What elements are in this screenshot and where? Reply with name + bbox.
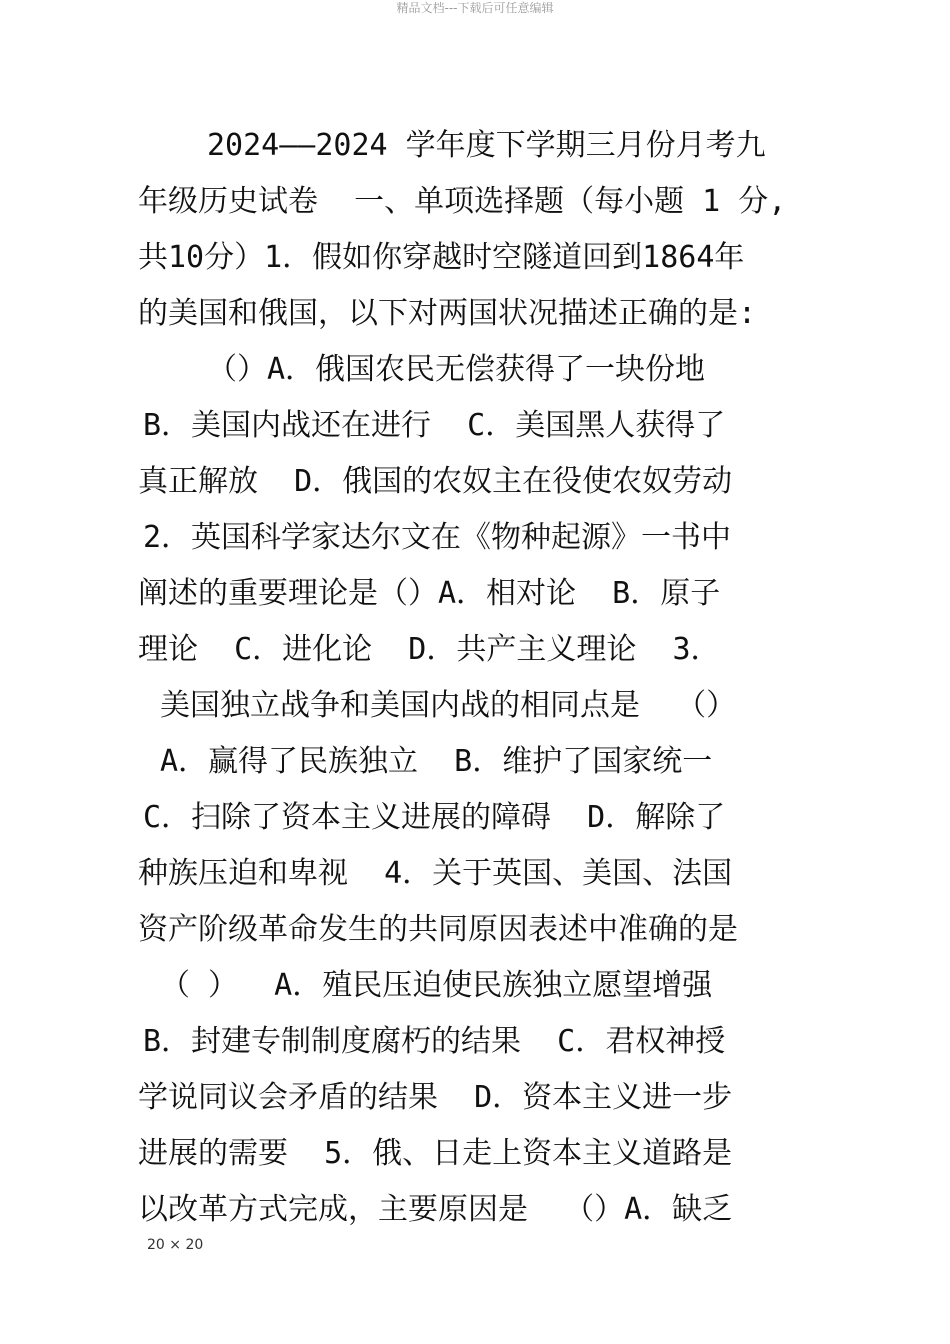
header-watermark-note: 精品文档---下载后可任意编辑: [396, 1, 554, 15]
document-line: 以改革方式完成，主要原因是 （）A．缺乏: [138, 1192, 733, 1227]
document-line: 阐述的重要理论是（）A．相对论 B．原子: [138, 576, 721, 611]
document-line: 资产阶级革命发生的共同原因表述中准确的是: [138, 912, 738, 947]
document-line: 进展的需要 5．俄、日走上资本主义道路是: [138, 1136, 733, 1171]
document-line: 共10分）1．假如你穿越时空隧道回到1864年: [138, 240, 745, 275]
document-line: 真正解放 D．俄国的农奴主在役使农奴劳动: [138, 464, 733, 499]
document-line: C．扫除了资本主义进展的障碍 D．解除了: [143, 800, 726, 835]
document-line: 年级历史试卷 一、单项选择题（每小题 1 分,: [138, 184, 787, 219]
document-line: B．美国内战还在进行 C．美国黑人获得了: [143, 408, 726, 443]
document-line: 的美国和俄国，以下对两国状况描述正确的是:: [138, 296, 757, 331]
document-line: 理论 C．进化论 D．共产主义理论 3．: [138, 632, 721, 667]
document-line: A．赢得了民族独立 B．维护了国家统一: [160, 744, 713, 779]
document-line: （ ） A．殖民压迫使民族独立愿望增强: [160, 968, 713, 1003]
grid-size-note: 20 × 20: [147, 1237, 204, 1253]
document-line: 2．英国科学家达尔文在《物种起源》一书中: [143, 520, 732, 555]
document-line: （）A．俄国农民无偿获得了一块份地: [207, 352, 706, 387]
document-line: 美国独立战争和美国内战的相同点是 （）: [160, 688, 737, 723]
document-line: 学说同议会矛盾的结果 D．资本主义进一步: [138, 1080, 733, 1115]
document-line: 种族压迫和卑视 4．关于英国、美国、法国: [138, 856, 733, 891]
document-line: 2024——2024 学年度下学期三月份月考九: [207, 128, 766, 163]
document-line: B．封建专制制度腐朽的结果 C．君权神授: [143, 1024, 726, 1059]
